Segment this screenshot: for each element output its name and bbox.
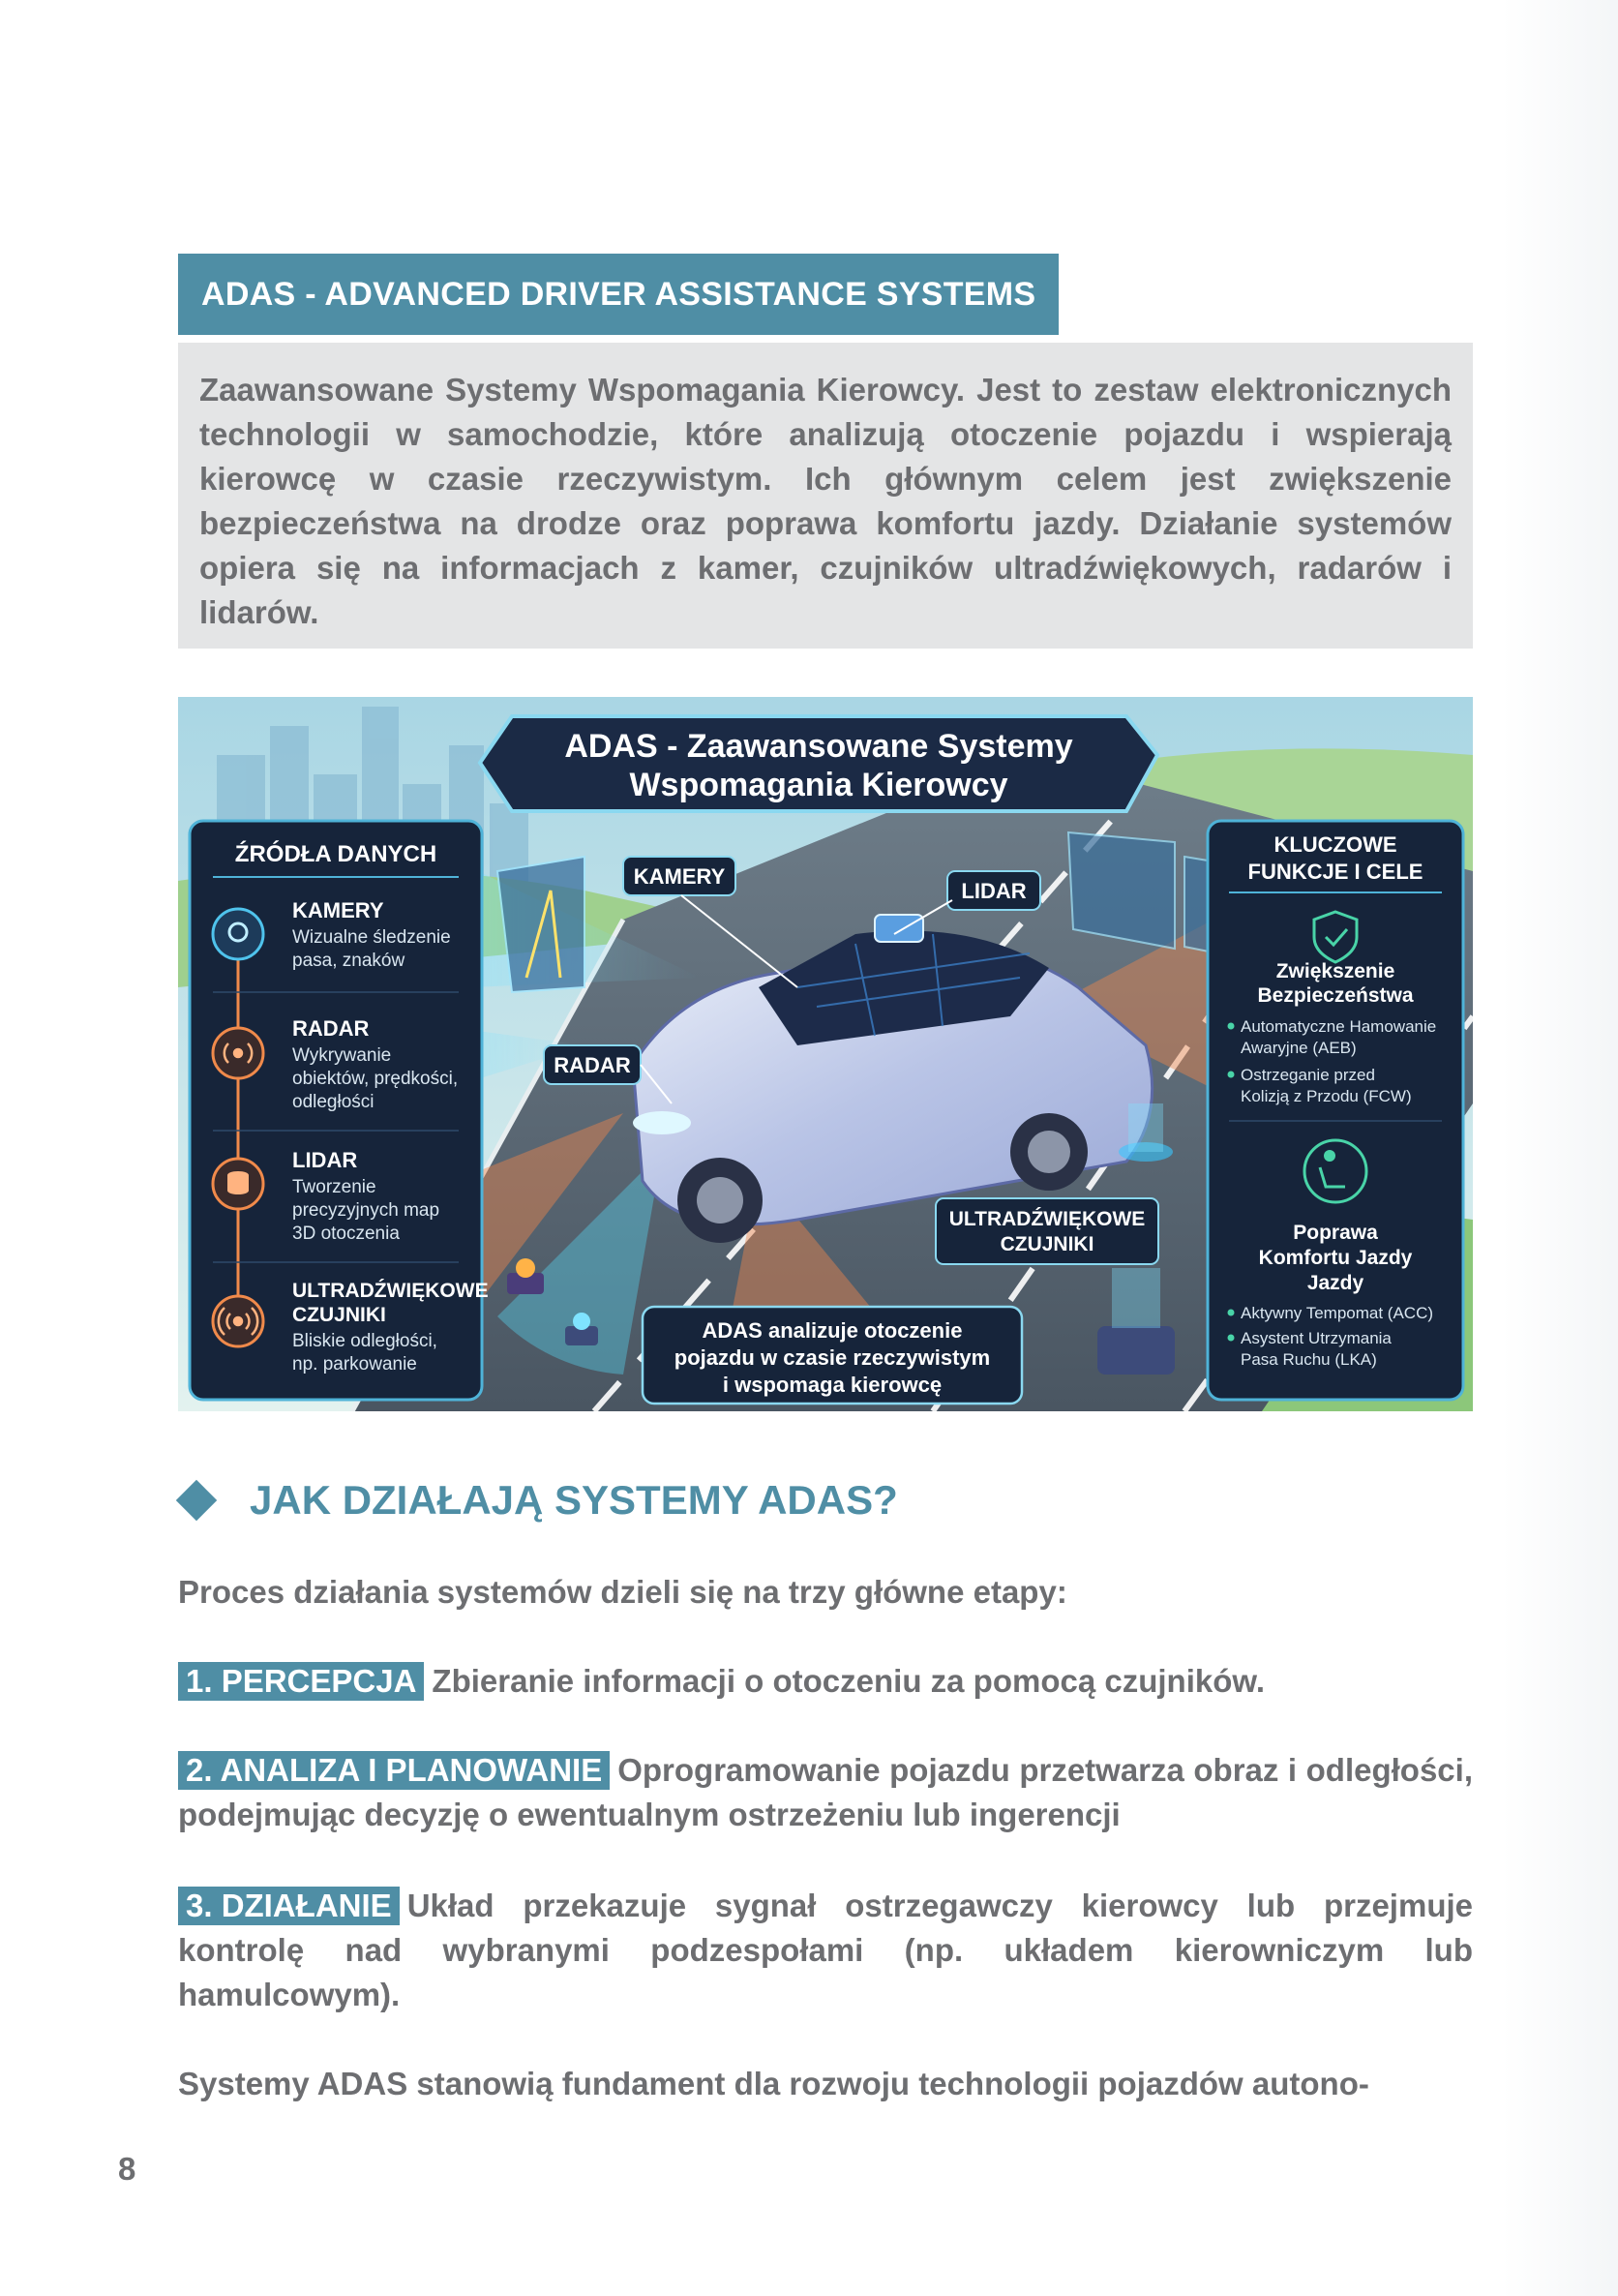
svg-text:ULTRADŹWIĘKOWE: ULTRADŹWIĘKOWE <box>292 1280 489 1302</box>
stage-2-label: 2. ANALIZA I PLANOWANIE <box>178 1751 610 1790</box>
adas-infographic <box>178 697 1473 1411</box>
svg-text:Awaryjne (AEB): Awaryjne (AEB) <box>1241 1039 1357 1057</box>
svg-text:i wspomaga kierowcę: i wspomaga kierowcę <box>722 1373 943 1397</box>
stage-1-paragraph <box>178 1659 1473 1704</box>
svg-text:Jazdy: Jazdy <box>1306 1272 1364 1294</box>
svg-text:CZUJNIKI: CZUJNIKI <box>292 1304 386 1326</box>
stage-3-text: Układ przekazuje sygnał ostrzegawczy kierowcy lub przejmuje kontrolę nad wybranymi podzespołami (np. układem kierowniczym lub hamulcowym). <box>178 1888 1473 2012</box>
section-heading-text: JAK DZIAŁAJĄ SYSTEMY ADAS? <box>250 1477 898 1523</box>
page-number: 8 <box>118 2151 136 2187</box>
intro-text: Zaawansowane Systemy Wspomagania Kierowcy. Jest to zestaw elektronicznych technologii w samochodzie, które analizują otoczenie pojazdu i wspierają kierowcę w czasie rzeczywistym. Ich głównym celem jest zwiększenie bezpieczeństwa na drodze oraz poprawa komfortu jazdy. Działanie systemów opiera się na informacjach z kamer, czujników ultradźwiękowych, radarów i lidarów. <box>199 372 1452 630</box>
svg-text:LIDAR: LIDAR <box>292 1148 358 1172</box>
svg-text:CZUJNIKI: CZUJNIKI <box>1000 1233 1094 1255</box>
callout-ultrasonic <box>936 1198 1158 1264</box>
svg-text:Asystent Utrzymania: Asystent Utrzymania <box>1241 1329 1392 1347</box>
svg-text:RADAR: RADAR <box>292 1016 370 1041</box>
section-lead: Proces działania systemów dzieli się na trzy główne etapy: <box>178 1574 1067 1610</box>
section-heading <box>174 1471 898 1529</box>
svg-text:Bezpieczeństwa: Bezpieczeństwa <box>1257 984 1414 1007</box>
svg-text:Komfortu Jazdy: Komfortu Jazdy <box>1258 1247 1413 1269</box>
stage-1-text: Zbieranie informacji o otoczeniu za pomocą czujników. <box>432 1663 1265 1699</box>
svg-text:Automatyczne Hamowanie: Automatyczne Hamowanie <box>1241 1017 1437 1036</box>
svg-text:Ostrzeganie przed: Ostrzeganie przed <box>1241 1066 1375 1084</box>
svg-text:Wizualne śledzenie: Wizualne śledzenie <box>292 927 451 948</box>
svg-text:FUNKCJE I CELE: FUNKCJE I CELE <box>1247 860 1423 884</box>
svg-text:RADAR: RADAR <box>554 1053 631 1077</box>
intro-box <box>178 343 1473 649</box>
svg-text:3D otoczenia: 3D otoczenia <box>292 1224 400 1244</box>
sources-heading: ŹRÓDŁA DANYCH <box>234 841 437 867</box>
svg-text:pojazdu w czasie rzeczywistym: pojazdu w czasie rzeczywistym <box>674 1345 991 1370</box>
header-title: ADAS - ADVANCED DRIVER ASSISTANCE SYSTEMS <box>201 276 1036 313</box>
svg-text:KLUCZOWE: KLUCZOWE <box>1273 832 1397 857</box>
svg-text:Wykrywanie: Wykrywanie <box>292 1045 392 1066</box>
svg-text:pasa, znaków: pasa, znaków <box>292 951 405 971</box>
svg-text:ULTRADŹWIĘKOWE: ULTRADŹWIĘKOWE <box>948 1208 1146 1230</box>
svg-text:odległości: odległości <box>292 1092 375 1112</box>
infographic-title-banner <box>480 716 1157 811</box>
diamond-bullet-icon <box>176 1480 217 1521</box>
svg-text:obiektów, prędkości,: obiektów, prędkości, <box>292 1069 459 1089</box>
svg-text:Tworzenie: Tworzenie <box>292 1177 376 1197</box>
section-header-band <box>178 254 1059 335</box>
closing-paragraph: Systemy ADAS stanowią fundament dla rozwoju technologii pojazdów autono- <box>178 2066 1369 2101</box>
infographic-title-line2: Wspomagania Kierowcy <box>629 767 1008 803</box>
stage-3-paragraph <box>178 1884 1473 2017</box>
stage-1-label: 1. PERCEPCJA <box>178 1662 424 1701</box>
svg-text:precyzyjnych map: precyzyjnych map <box>292 1200 440 1221</box>
page-edge-shade <box>1502 0 1618 2296</box>
svg-text:Pasa Ruchu (LKA): Pasa Ruchu (LKA) <box>1241 1350 1377 1369</box>
svg-text:Kolizją z Przodu (FCW): Kolizją z Przodu (FCW) <box>1241 1087 1412 1105</box>
svg-text:LIDAR: LIDAR <box>961 879 1027 903</box>
stage-2-text: Oprogramowanie pojazdu przetwarza obraz i odległości, podejmując decyzję o ewentualnym ostrzeżeniu lub ingerencji <box>178 1752 1473 1832</box>
svg-text:Aktywny Tempomat (ACC): Aktywny Tempomat (ACC) <box>1241 1304 1434 1322</box>
key-functions-panel <box>1208 821 1463 1400</box>
lidar-icon <box>227 1171 249 1194</box>
svg-text:Bliskie odległości,: Bliskie odległości, <box>292 1331 437 1351</box>
svg-text:KAMERY: KAMERY <box>292 898 384 922</box>
svg-text:ADAS analizuje otoczenie: ADAS analizuje otoczenie <box>702 1318 963 1343</box>
svg-text:Poprawa: Poprawa <box>1293 1222 1378 1244</box>
stage-3-label: 3. DZIAŁANIE <box>178 1887 400 1925</box>
bottom-caption-box <box>643 1307 1022 1404</box>
svg-text:Zwiększenie: Zwiększenie <box>1275 960 1395 982</box>
infographic-title-line1: ADAS - Zaawansowane Systemy <box>564 728 1073 765</box>
stage-2-paragraph <box>178 1748 1473 1837</box>
svg-text:np. parkowanie: np. parkowanie <box>292 1354 417 1375</box>
holo-screen-left <box>497 857 584 992</box>
svg-text:KAMERY: KAMERY <box>633 864 726 889</box>
data-sources-panel <box>190 821 489 1400</box>
